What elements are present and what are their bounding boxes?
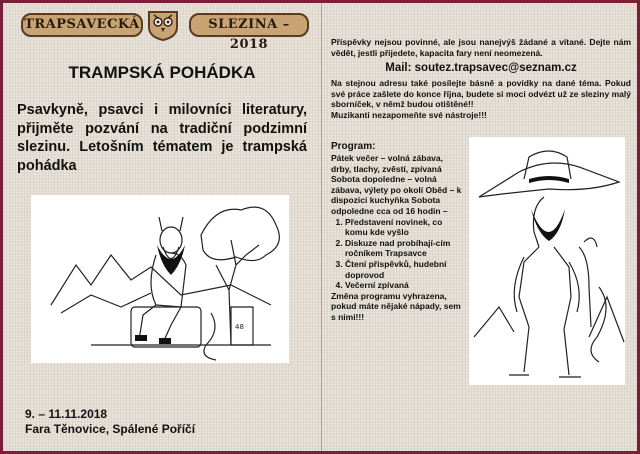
program-item: 2. Diskuze nad probíhají-cím ročníkem Trapsavce [345, 238, 465, 259]
banner-right-label: SLEZINA – 2018 [189, 13, 309, 37]
tramp-illustration [469, 137, 625, 385]
program-item: 4. Večerní zpívaná [345, 280, 465, 291]
program-list [331, 217, 465, 291]
event-place: Fara Těnovice, Spálené Poříčí [25, 422, 196, 436]
devil-sketch-icon [31, 195, 289, 363]
page-title: TRAMPSKÁ POHÁDKA [68, 63, 256, 82]
tramp-sketch-icon [469, 137, 625, 385]
program-intro: Pátek večer – volná zábava, drby, tlachy, zvěstí, zpívaná Sobota dopoledne – volná zábava, výlety po okolí Oběd – k dispozici kuchyňka Sobota odpoledne cca od 16 hodin – [331, 153, 462, 216]
fold-line [321, 3, 322, 451]
intro-text: Psavkyně, psavci i milovníci literatury, přijměte pozvání na tradiční podzimní slezinu. Letošním tématem je trampská pohádka [17, 102, 307, 174]
program-heading: Program: [331, 141, 376, 152]
banner-left-label: TRAPSAVECKÁ [21, 13, 143, 37]
owl-emblem-icon [145, 9, 181, 41]
contrib-paragraph: Příspěvky nejsou povinné, ale jsou nanejvýš žádané a vítané. Dejte nám vědět, jestli přijedete, kapacita fary není neomezená. [331, 37, 631, 58]
contrib-paragraph: Na stejnou adresu také posílejte básně a povídky na dané téma. Pokud své práce zašlete do konce října, budete si moci odvézt už ze sleziny malý sborníček, v němž budou otištěné!! [331, 78, 631, 109]
program-item: 3. Čtení příspěvků, hudební doprovod [345, 259, 465, 280]
program-item: 1. Představení novinek, co komu kde vyšlo [345, 217, 465, 238]
mail-address: Mail: soutez.trapsavec@seznam.cz [385, 62, 577, 74]
devil-illustration [31, 195, 289, 363]
invitation-sheet [3, 3, 637, 451]
event-date: 9. – 11.11.2018 [25, 407, 108, 421]
program-note: Změna programu vyhrazena, pokud máte nějaké nápady, sem s nimi!!! [331, 290, 461, 322]
svg-text:48: 48 [235, 323, 244, 331]
event-info [25, 407, 195, 437]
contributions-info [331, 37, 631, 120]
musicians-note: Muzikanti nezapomeňte své nástroje!!! [331, 109, 487, 120]
program-section [331, 141, 465, 323]
banner [21, 9, 305, 52]
